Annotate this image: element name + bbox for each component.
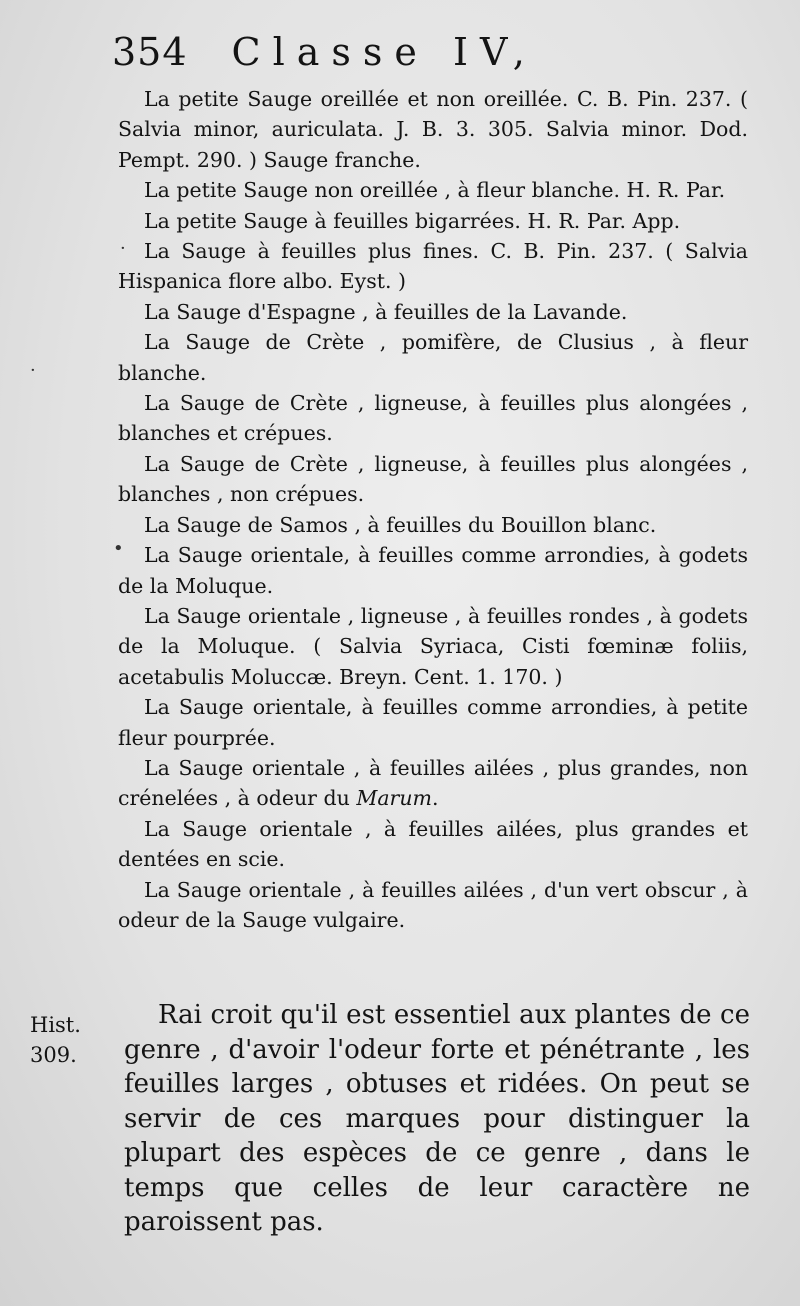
entry-text: La Sauge orientale , à feuilles ailées , plus grandes, non crénelées , à odeur du <box>118 755 748 811</box>
page-number: 354 <box>112 30 188 74</box>
species-entry: La Sauge d'Espagne , à feuilles de la Lavande. <box>144 299 628 324</box>
margin-reference <box>30 1010 81 1070</box>
margin-reference-line: Hist. <box>30 1013 81 1037</box>
species-entry: La Sauge orientale , à feuilles ailées, plus grandes et dentées en scie. <box>118 816 748 872</box>
species-entry: La Sauge de Crète , ligneuse, à feuilles plus alongées , blanches , non crépues. <box>118 451 748 507</box>
species-list <box>118 84 748 935</box>
species-entry: La Sauge à feuilles plus fines. C. B. Pin. 237. ( Salvia Hispanica flore albo. Eyst. ) <box>118 239 748 294</box>
species-entry: La Sauge orientale , ligneuse , à feuilles rondes , à godets de la Moluque. ( Salvia Syriaca, Cisti fœminæ foliis, acetabulis Moluccæ. Breyn. Cent. 1. 170. ) <box>118 603 748 689</box>
species-entry: La petite Sauge oreillée et non oreillée. C. B. Pin. 237. ( Salvia minor, auriculata. J. B. 3. 305. Salvia minor. Dod. Pempt. 290. ) Sauge franche. <box>118 87 748 172</box>
entry-text-end: . <box>432 786 439 811</box>
marginal-mark: • <box>113 538 124 559</box>
species-entry: La Sauge de Crète , ligneuse, à feuilles plus alongées , blanches et crépues. <box>118 391 748 446</box>
species-entry: La Sauge orientale, à feuilles comme arrondies, à godets de la Moluque. <box>118 543 748 598</box>
marginal-mark: · <box>30 360 36 381</box>
italic-term-marum: Marum <box>356 786 432 811</box>
marginal-mark: · <box>120 238 126 259</box>
body-paragraph: Rai croit qu'il est essentiel aux plantes de ce genre , d'avoir l'odeur forte et pénétrante , les feuilles larges , obtuses et ridées. On peut se servir de ces marques pour distinguer la plupart des espèces de ce genre , dans le temps que celles de leur caractère ne paroissent pas. <box>124 1000 750 1237</box>
running-header <box>112 30 752 74</box>
species-entry: La Sauge orientale , à feuilles ailées , d'un vert obscur , à odeur de la Sauge vulgaire. <box>118 877 748 932</box>
species-entry: La petite Sauge non oreillée , à fleur blanche. H. R. Par. <box>144 178 726 203</box>
class-title: Classe IV, <box>231 30 537 74</box>
margin-reference-line: 309. <box>30 1043 77 1067</box>
species-entry: La Sauge de Crète , pomifère, de Clusius , à fleur blanche. <box>118 330 748 385</box>
species-entry-marum <box>118 753 748 814</box>
species-entry: La Sauge de Samos , à feuilles du Bouillon blanc. <box>144 512 657 537</box>
species-entry: La petite Sauge à feuilles bigarrées. H. R. Par. App. <box>144 208 681 233</box>
species-entry: La Sauge orientale, à feuilles comme arrondies, à petite fleur pourprée. <box>118 695 748 750</box>
